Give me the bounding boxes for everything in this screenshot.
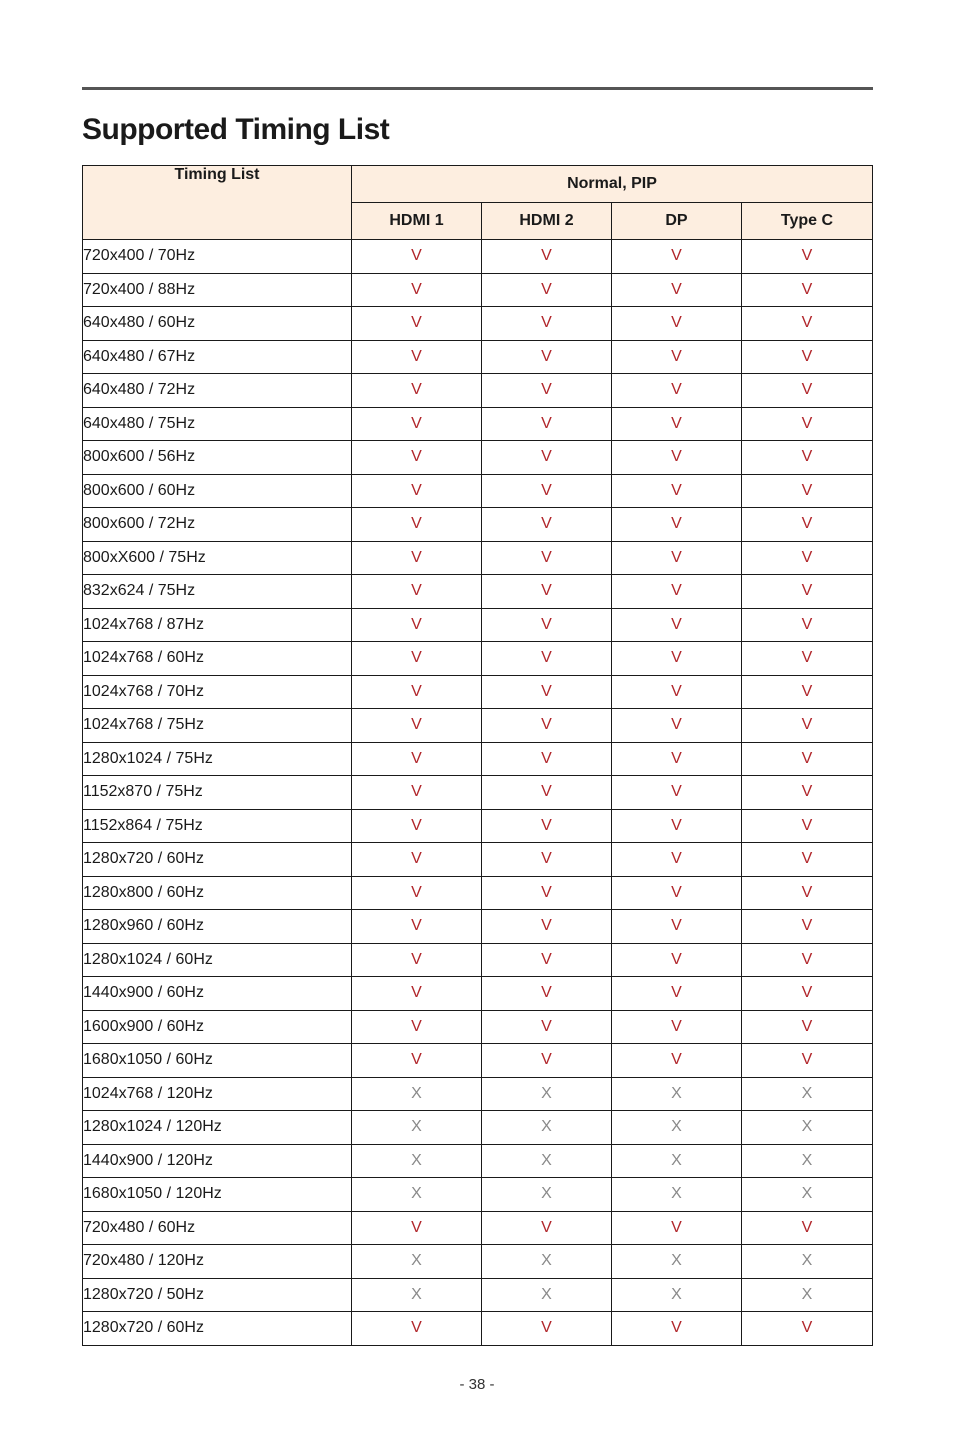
header-port: HDMI 2 (482, 203, 612, 240)
unsupported-mark: X (482, 1111, 612, 1145)
unsupported-mark: X (612, 1278, 742, 1312)
supported-mark: V (352, 1044, 482, 1078)
table-row (83, 1044, 873, 1078)
supported-mark: V (352, 977, 482, 1011)
unsupported-mark: X (612, 1111, 742, 1145)
supported-mark: V (352, 340, 482, 374)
timing-table (82, 165, 873, 1346)
table-row (83, 307, 873, 341)
table-row (83, 508, 873, 542)
table-row (83, 1312, 873, 1346)
supported-mark: V (742, 575, 873, 609)
timing-label: 1680x1050 / 60Hz (83, 1044, 352, 1078)
supported-mark: V (742, 809, 873, 843)
supported-mark: V (352, 508, 482, 542)
supported-mark: V (482, 742, 612, 776)
table-row (83, 1211, 873, 1245)
supported-mark: V (742, 307, 873, 341)
unsupported-mark: X (742, 1144, 873, 1178)
unsupported-mark: X (352, 1077, 482, 1111)
supported-mark: V (742, 1044, 873, 1078)
supported-mark: V (352, 474, 482, 508)
timing-label: 1024x768 / 120Hz (83, 1077, 352, 1111)
timing-label: 720x400 / 88Hz (83, 273, 352, 307)
supported-mark: V (352, 943, 482, 977)
supported-mark: V (612, 943, 742, 977)
timing-label: 1280x1024 / 120Hz (83, 1111, 352, 1145)
supported-mark: V (612, 575, 742, 609)
timing-label: 1280x720 / 60Hz (83, 1312, 352, 1346)
supported-mark: V (742, 1312, 873, 1346)
table-row (83, 474, 873, 508)
supported-mark: V (482, 709, 612, 743)
supported-mark: V (482, 240, 612, 274)
supported-mark: V (482, 407, 612, 441)
timing-label: 1024x768 / 60Hz (83, 642, 352, 676)
header-port: Type C (742, 203, 873, 240)
supported-mark: V (352, 240, 482, 274)
supported-mark: V (352, 876, 482, 910)
supported-mark: V (612, 742, 742, 776)
supported-mark: V (352, 273, 482, 307)
timing-label: 1440x900 / 120Hz (83, 1144, 352, 1178)
supported-mark: V (742, 340, 873, 374)
supported-mark: V (612, 910, 742, 944)
timing-label: 640x480 / 75Hz (83, 407, 352, 441)
supported-mark: V (742, 374, 873, 408)
table-row (83, 1010, 873, 1044)
supported-mark: V (482, 977, 612, 1011)
supported-mark: V (612, 1010, 742, 1044)
timing-label: 1152x870 / 75Hz (83, 776, 352, 810)
supported-mark: V (352, 1010, 482, 1044)
supported-mark: V (612, 1211, 742, 1245)
timing-label: 832x624 / 75Hz (83, 575, 352, 609)
supported-mark: V (482, 273, 612, 307)
supported-mark: V (612, 541, 742, 575)
unsupported-mark: X (352, 1144, 482, 1178)
supported-mark: V (482, 943, 612, 977)
supported-mark: V (482, 307, 612, 341)
supported-mark: V (742, 675, 873, 709)
table-row (83, 541, 873, 575)
supported-mark: V (352, 709, 482, 743)
table-row (83, 1245, 873, 1279)
timing-label: 1024x768 / 75Hz (83, 709, 352, 743)
table-row (83, 809, 873, 843)
supported-mark: V (352, 608, 482, 642)
unsupported-mark: X (482, 1077, 612, 1111)
supported-mark: V (482, 474, 612, 508)
supported-mark: V (482, 1044, 612, 1078)
supported-mark: V (742, 843, 873, 877)
table-row (83, 1278, 873, 1312)
table-row (83, 742, 873, 776)
supported-mark: V (742, 709, 873, 743)
supported-mark: V (352, 910, 482, 944)
table-row (83, 575, 873, 609)
supported-mark: V (612, 675, 742, 709)
supported-mark: V (612, 374, 742, 408)
header-port: DP (612, 203, 742, 240)
supported-mark: V (742, 240, 873, 274)
supported-mark: V (352, 541, 482, 575)
timing-label: 1680x1050 / 120Hz (83, 1178, 352, 1212)
supported-mark: V (742, 910, 873, 944)
timing-label: 720x400 / 70Hz (83, 240, 352, 274)
page-number: - 38 - (459, 1376, 495, 1393)
supported-mark: V (482, 340, 612, 374)
timing-label: 640x480 / 67Hz (83, 340, 352, 374)
supported-mark: V (352, 642, 482, 676)
unsupported-mark: X (612, 1245, 742, 1279)
supported-mark: V (482, 675, 612, 709)
table-row (83, 977, 873, 1011)
unsupported-mark: X (742, 1245, 873, 1279)
supported-mark: V (612, 776, 742, 810)
supported-mark: V (612, 407, 742, 441)
supported-mark: V (612, 1044, 742, 1078)
timing-label: 1280x960 / 60Hz (83, 910, 352, 944)
supported-mark: V (742, 977, 873, 1011)
supported-mark: V (742, 441, 873, 475)
supported-mark: V (612, 608, 742, 642)
unsupported-mark: X (352, 1111, 482, 1145)
supported-mark: V (612, 441, 742, 475)
supported-mark: V (482, 642, 612, 676)
supported-mark: V (482, 575, 612, 609)
supported-mark: V (742, 1211, 873, 1245)
unsupported-mark: X (742, 1077, 873, 1111)
supported-mark: V (482, 809, 612, 843)
supported-mark: V (482, 876, 612, 910)
table-row (83, 709, 873, 743)
supported-mark: V (482, 374, 612, 408)
timing-table-body (83, 240, 873, 1346)
timing-label: 1600x900 / 60Hz (83, 1010, 352, 1044)
supported-mark: V (742, 1010, 873, 1044)
supported-mark: V (742, 943, 873, 977)
supported-mark: V (612, 340, 742, 374)
supported-mark: V (352, 675, 482, 709)
timing-label: 640x480 / 72Hz (83, 374, 352, 408)
timing-label: 1280x1024 / 60Hz (83, 943, 352, 977)
supported-mark: V (742, 642, 873, 676)
unsupported-mark: X (352, 1278, 482, 1312)
timing-label: 800x600 / 56Hz (83, 441, 352, 475)
table-row (83, 843, 873, 877)
supported-mark: V (352, 742, 482, 776)
supported-mark: V (612, 1312, 742, 1346)
timing-label: 1280x1024 / 75Hz (83, 742, 352, 776)
table-row (83, 876, 873, 910)
table-row (83, 1077, 873, 1111)
supported-mark: V (482, 441, 612, 475)
supported-mark: V (352, 307, 482, 341)
unsupported-mark: X (612, 1077, 742, 1111)
supported-mark: V (612, 273, 742, 307)
table-row (83, 374, 873, 408)
timing-label: 720x480 / 60Hz (83, 1211, 352, 1245)
table-row (83, 1144, 873, 1178)
unsupported-mark: X (742, 1278, 873, 1312)
table-row (83, 407, 873, 441)
page-title: Supported Timing List (82, 113, 390, 146)
supported-mark: V (352, 575, 482, 609)
table-row (83, 273, 873, 307)
timing-label: 1280x800 / 60Hz (83, 876, 352, 910)
timing-label: 1152x864 / 75Hz (83, 809, 352, 843)
timing-label: 1024x768 / 70Hz (83, 675, 352, 709)
supported-mark: V (612, 843, 742, 877)
table-row (83, 943, 873, 977)
supported-mark: V (482, 508, 612, 542)
timing-label: 640x480 / 60Hz (83, 307, 352, 341)
table-row (83, 340, 873, 374)
supported-mark: V (482, 608, 612, 642)
timing-label: 1280x720 / 50Hz (83, 1278, 352, 1312)
supported-mark: V (612, 307, 742, 341)
timing-label: 800xX600 / 75Hz (83, 541, 352, 575)
header-row-1 (83, 166, 873, 203)
table-row (83, 642, 873, 676)
timing-label: 1440x900 / 60Hz (83, 977, 352, 1011)
unsupported-mark: X (482, 1278, 612, 1312)
supported-mark: V (612, 240, 742, 274)
header-normal-pip: Normal, PIP (352, 166, 873, 203)
supported-mark: V (742, 776, 873, 810)
unsupported-mark: X (352, 1245, 482, 1279)
timing-label: 1280x720 / 60Hz (83, 843, 352, 877)
supported-mark: V (742, 273, 873, 307)
table-row (83, 441, 873, 475)
supported-mark: V (742, 876, 873, 910)
timing-label: 720x480 / 120Hz (83, 1245, 352, 1279)
unsupported-mark: X (612, 1144, 742, 1178)
supported-mark: V (612, 474, 742, 508)
supported-mark: V (742, 541, 873, 575)
unsupported-mark: X (482, 1178, 612, 1212)
supported-mark: V (352, 809, 482, 843)
top-rule (82, 87, 873, 90)
supported-mark: V (482, 541, 612, 575)
supported-mark: V (352, 441, 482, 475)
supported-mark: V (352, 1312, 482, 1346)
supported-mark: V (742, 407, 873, 441)
supported-mark: V (482, 1010, 612, 1044)
table-row (83, 675, 873, 709)
unsupported-mark: X (482, 1245, 612, 1279)
supported-mark: V (482, 1312, 612, 1346)
supported-mark: V (612, 876, 742, 910)
unsupported-mark: X (482, 1144, 612, 1178)
table-row (83, 240, 873, 274)
supported-mark: V (612, 977, 742, 1011)
supported-mark: V (482, 1211, 612, 1245)
supported-mark: V (742, 608, 873, 642)
supported-mark: V (352, 407, 482, 441)
supported-mark: V (352, 374, 482, 408)
timing-label: 800x600 / 72Hz (83, 508, 352, 542)
supported-mark: V (352, 843, 482, 877)
timing-table-header (83, 166, 873, 240)
unsupported-mark: X (742, 1111, 873, 1145)
supported-mark: V (482, 776, 612, 810)
supported-mark: V (352, 1211, 482, 1245)
unsupported-mark: X (742, 1178, 873, 1212)
supported-mark: V (612, 642, 742, 676)
unsupported-mark: X (352, 1178, 482, 1212)
supported-mark: V (482, 843, 612, 877)
table-row (83, 776, 873, 810)
header-port: HDMI 1 (352, 203, 482, 240)
supported-mark: V (612, 508, 742, 542)
supported-mark: V (612, 709, 742, 743)
supported-mark: V (742, 508, 873, 542)
timing-label: 800x600 / 60Hz (83, 474, 352, 508)
table-row (83, 910, 873, 944)
supported-mark: V (742, 742, 873, 776)
supported-mark: V (482, 910, 612, 944)
header-timing-list: Timing List (83, 166, 352, 240)
unsupported-mark: X (612, 1178, 742, 1212)
supported-mark: V (352, 776, 482, 810)
timing-label: 1024x768 / 87Hz (83, 608, 352, 642)
supported-mark: V (612, 809, 742, 843)
supported-mark: V (742, 474, 873, 508)
table-row (83, 1178, 873, 1212)
table-row (83, 1111, 873, 1145)
table-row (83, 608, 873, 642)
